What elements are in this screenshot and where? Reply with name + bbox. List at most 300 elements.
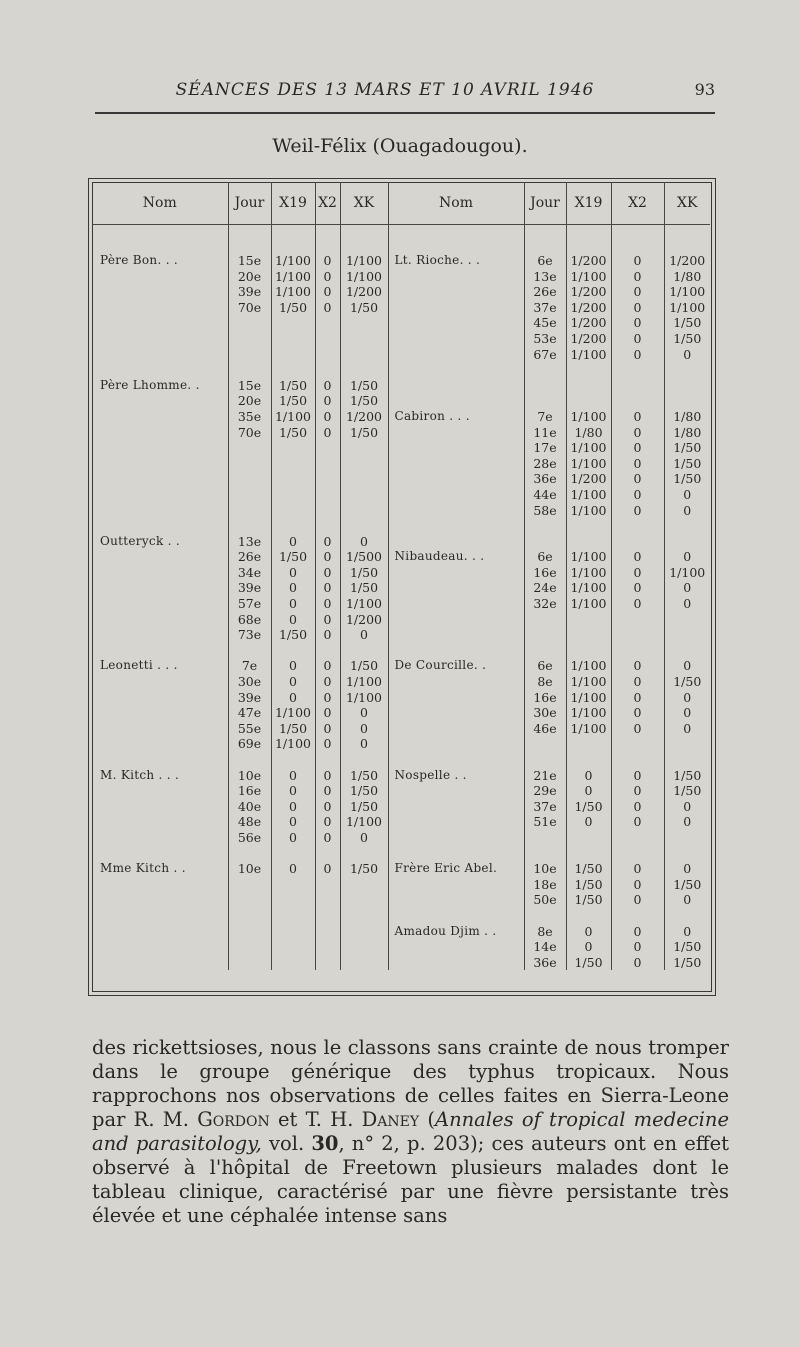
column-header: X2: [315, 182, 340, 225]
table-cell: 1/100: [566, 347, 611, 363]
table-cell: [315, 518, 340, 534]
table-cell: Nospelle . .: [388, 768, 524, 784]
table-cell: [388, 814, 524, 830]
table-cell: 36e: [524, 955, 566, 971]
table-cell: 0: [340, 721, 388, 737]
table-cell: 1/100: [340, 814, 388, 830]
table-cell: 1/50: [271, 549, 315, 565]
table-row: [92, 783, 710, 799]
column-header: X2: [611, 182, 664, 225]
table-row: [92, 736, 710, 752]
table-cell: 6e: [524, 658, 566, 674]
table-cell: [524, 518, 566, 534]
table-cell: 1/50: [664, 440, 710, 456]
table-cell: 57e: [228, 596, 271, 612]
table-cell: [92, 487, 228, 503]
table-cell: [388, 674, 524, 690]
body-paragraph: [92, 1036, 729, 1228]
table-cell: 35e: [228, 409, 271, 425]
table-cell: [388, 471, 524, 487]
table-row: [92, 908, 710, 924]
table-row: [92, 300, 710, 316]
table-cell: [340, 362, 388, 378]
table-cell: [566, 908, 611, 924]
table-cell: 8e: [524, 674, 566, 690]
table-cell: [524, 612, 566, 628]
table-cell: 0: [271, 674, 315, 690]
table-cell: 1/200: [566, 284, 611, 300]
table-cell: [315, 503, 340, 519]
table-cell: [92, 362, 228, 378]
table-cell: 0: [315, 565, 340, 581]
table-cell: 1/50: [340, 799, 388, 815]
table-cell: 0: [271, 658, 315, 674]
table-cell: [388, 503, 524, 519]
table-cell: [271, 518, 315, 534]
table-cell: [315, 362, 340, 378]
table-row: [92, 362, 710, 378]
table-cell: [664, 362, 710, 378]
table-cell: 47e: [228, 705, 271, 721]
table-cell: [388, 877, 524, 893]
table-cell: [315, 347, 340, 363]
table-cell: 0: [611, 705, 664, 721]
table-cell: 1/50: [664, 768, 710, 784]
table-cell: 70e: [228, 425, 271, 441]
table-cell: [228, 846, 271, 862]
table-cell: 1/100: [566, 596, 611, 612]
table-cell: 0: [611, 799, 664, 815]
table-cell: 0: [611, 955, 664, 971]
table-cell: 16e: [524, 565, 566, 581]
table-cell: [228, 362, 271, 378]
table-cell: 1/50: [340, 580, 388, 596]
table-row: [92, 799, 710, 815]
table-cell: [611, 534, 664, 550]
table-cell: [388, 690, 524, 706]
table-row: [92, 378, 710, 394]
table-row: [92, 939, 710, 955]
table-cell: [315, 331, 340, 347]
table-cell: 44e: [524, 487, 566, 503]
table-cell: 1/100: [566, 580, 611, 596]
table-cell: 1/100: [566, 487, 611, 503]
table-row: [92, 892, 710, 908]
table-cell: [92, 456, 228, 472]
table-cell: 24e: [524, 580, 566, 596]
table-cell: 1/50: [664, 471, 710, 487]
table-row: [92, 861, 710, 877]
table-cell: [664, 643, 710, 659]
table-cell: [92, 565, 228, 581]
table-cell: [388, 315, 524, 331]
table-cell: Outteryck . .: [100, 533, 180, 548]
table-cell: [92, 331, 228, 347]
table-cell: [315, 315, 340, 331]
table-row: [92, 690, 710, 706]
table-cell: [92, 877, 228, 893]
table-cell: [388, 456, 524, 472]
table-cell: 70e: [228, 300, 271, 316]
table-row: [92, 534, 710, 550]
table-cell: 0: [664, 580, 710, 596]
table-cell: 0: [340, 627, 388, 643]
table-cell: Père Bon. . .: [100, 253, 179, 267]
table-row: [92, 877, 710, 893]
table-cell: 1/100: [271, 705, 315, 721]
table-cell: 6e: [524, 225, 566, 269]
table-cell: [315, 924, 340, 940]
column-header: XK: [340, 182, 388, 225]
table-cell: 0: [611, 503, 664, 519]
table-cell: 0: [611, 315, 664, 331]
table-cell: 0: [271, 783, 315, 799]
table-cell: [271, 362, 315, 378]
table-cell: [388, 721, 524, 737]
table-cell: 17e: [524, 440, 566, 456]
table-cell: [228, 908, 271, 924]
table-cell: 48e: [228, 814, 271, 830]
table-cell: [388, 378, 524, 394]
table-cell: 1/100: [566, 721, 611, 737]
table-cell: [611, 393, 664, 409]
table-row: [92, 225, 710, 269]
journal-title: Annales of tropical medecine and parasitology,: [92, 1108, 729, 1155]
table-cell: [271, 347, 315, 363]
table-cell: [524, 627, 566, 643]
table-cell: 0: [611, 425, 664, 441]
table-cell: [388, 534, 524, 550]
table-cell: 1/50: [271, 378, 315, 394]
table-cell: [524, 846, 566, 862]
paragraph-text: des rickettsioses, nous le classons sans crainte de nous tromper dans le groupe générique des typhus tropicaux. Nous rapprochons nos observations de celles faites en Sierra-Leone par R. M.: [92, 1036, 729, 1131]
table-cell: [611, 830, 664, 846]
table-cell: [611, 627, 664, 643]
table-cell: [92, 440, 228, 456]
table-row: [92, 721, 710, 737]
table-row: [92, 596, 710, 612]
header-rule: [95, 112, 715, 114]
table-cell: 0: [315, 674, 340, 690]
table-cell: 58e: [524, 503, 566, 519]
table-cell: [228, 892, 271, 908]
table-cell: 1/100: [271, 409, 315, 425]
table-cell: 1/50: [271, 627, 315, 643]
table-cell: [92, 690, 228, 706]
paragraph-text: (: [419, 1108, 435, 1131]
table-cell: [664, 612, 710, 628]
serology-table: [92, 182, 710, 970]
table-cell: 0: [664, 799, 710, 815]
table-cell: 0: [611, 331, 664, 347]
table-cell: [92, 892, 228, 908]
table-cell: [92, 846, 228, 862]
table-cell: [524, 643, 566, 659]
table-cell: [92, 799, 228, 815]
table-cell: [388, 596, 524, 612]
table-cell: [611, 752, 664, 768]
table-cell: [315, 643, 340, 659]
table-cell: [271, 877, 315, 893]
table-cell: [664, 752, 710, 768]
column-header: Nom: [92, 182, 228, 225]
table-cell: 0: [315, 799, 340, 815]
table-cell: 0: [611, 225, 664, 269]
table-cell: [228, 471, 271, 487]
table-cell: 16e: [228, 783, 271, 799]
table-cell: 0: [664, 596, 710, 612]
table-row: [92, 487, 710, 503]
table-row: [92, 347, 710, 363]
table-cell: 6e: [524, 549, 566, 565]
column-header: X19: [566, 182, 611, 225]
table-cell: [388, 892, 524, 908]
table-cell: [566, 393, 611, 409]
table-cell: [611, 612, 664, 628]
table-cell: 0: [271, 861, 315, 877]
table-cell: 0: [340, 534, 388, 550]
table-cell: [271, 331, 315, 347]
table-cell: [664, 518, 710, 534]
table-cell: [92, 596, 228, 612]
table-cell: 0: [315, 830, 340, 846]
table-cell: 0: [315, 612, 340, 628]
table-cell: 1/100: [271, 284, 315, 300]
table-cell: [340, 347, 388, 363]
table-cell: [388, 300, 524, 316]
table-cell: 1/100: [340, 269, 388, 285]
table-cell: [271, 471, 315, 487]
table-cell: 56e: [228, 830, 271, 846]
table-cell: [315, 877, 340, 893]
table-cell: 11e: [524, 425, 566, 441]
table-row: [92, 580, 710, 596]
table-cell: [664, 378, 710, 394]
table-cell: 1/100: [340, 225, 388, 269]
table-cell: [340, 877, 388, 893]
table-cell: 1/200: [340, 409, 388, 425]
table-cell: [228, 503, 271, 519]
table-cell: 15e: [228, 378, 271, 394]
table-cell: [388, 955, 524, 971]
table-cell: [611, 736, 664, 752]
table-cell: 20e: [228, 269, 271, 285]
table-cell: [92, 503, 228, 519]
table-cell: 1/100: [340, 690, 388, 706]
table-cell: 0: [340, 705, 388, 721]
table-cell: [271, 643, 315, 659]
table-cell: [92, 627, 228, 643]
table-cell: [92, 814, 228, 830]
table-cell: 32e: [524, 596, 566, 612]
table-cell: 0: [611, 861, 664, 877]
table-cell: [92, 580, 228, 596]
table-cell: [566, 830, 611, 846]
table-cell: 1/200: [566, 300, 611, 316]
paragraph-text: , n° 2, p. 203); ces auteurs ont en effet observé à l'hôpital de Freetown plusieurs malades dont le tableau clinique, caractérisé par une fièvre persistante très élevée et une céphalée intense sans: [92, 1132, 729, 1227]
table-cell: 26e: [228, 549, 271, 565]
table-cell: [228, 924, 271, 940]
table-cell: 0: [611, 565, 664, 581]
table-cell: 0: [271, 534, 315, 550]
table-cell: 0: [340, 830, 388, 846]
table-cell: [388, 440, 524, 456]
table-cell: [92, 783, 228, 799]
table-cell: 10e: [228, 861, 271, 877]
table-cell: Père Lhomme. .: [100, 377, 200, 392]
table-cell: [388, 846, 524, 862]
table-cell: 1/80: [664, 269, 710, 285]
table-cell: Amadou Djim . .: [388, 924, 524, 940]
table-cell: [228, 487, 271, 503]
table-cell: [340, 471, 388, 487]
table-cell: 0: [611, 487, 664, 503]
table-cell: 0: [315, 284, 340, 300]
table-cell: [92, 518, 228, 534]
table-cell: 0: [664, 705, 710, 721]
table-row: [92, 269, 710, 285]
table-cell: [92, 721, 228, 737]
table-row: [92, 643, 710, 659]
table-cell: 0: [611, 768, 664, 784]
table-cell: 1/50: [340, 300, 388, 316]
table-cell: [271, 315, 315, 331]
table-cell: 1/200: [566, 225, 611, 269]
table-row: [92, 674, 710, 690]
table-cell: 1/50: [271, 425, 315, 441]
table-cell: 1/100: [566, 565, 611, 581]
table-cell: 0: [315, 225, 340, 269]
table-row: [92, 768, 710, 784]
table-cell: 0: [315, 690, 340, 706]
table-cell: [566, 752, 611, 768]
table-cell: 0: [611, 580, 664, 596]
table-cell: 1/100: [271, 269, 315, 285]
table-cell: 0: [315, 300, 340, 316]
table-cell: [388, 736, 524, 752]
table-cell: 18e: [524, 877, 566, 893]
table-cell: M. Kitch . . .: [100, 767, 180, 782]
table-cell: 45e: [524, 315, 566, 331]
table-cell: 0: [611, 814, 664, 830]
table-cell: 0: [315, 783, 340, 799]
table-cell: [340, 643, 388, 659]
table-cell: 1/100: [271, 736, 315, 752]
table-cell: [566, 534, 611, 550]
table-cell: [664, 908, 710, 924]
table-cell: [388, 752, 524, 768]
table-cell: 1/50: [340, 768, 388, 784]
table-cell: 1/100: [664, 284, 710, 300]
table-cell: 0: [611, 409, 664, 425]
table-cell: [340, 487, 388, 503]
table-cell: [611, 378, 664, 394]
table-cell: 0: [315, 534, 340, 550]
table-cell: [524, 534, 566, 550]
table-cell: 1/100: [566, 674, 611, 690]
table-cell: 1/50: [664, 955, 710, 971]
table-cell: [92, 752, 228, 768]
table-row: [92, 393, 710, 409]
table-cell: 0: [315, 549, 340, 565]
table-cell: 0: [611, 456, 664, 472]
table-cell: [271, 456, 315, 472]
table-cell: [340, 440, 388, 456]
table-cell: [340, 955, 388, 971]
volume-number: 30: [311, 1132, 339, 1155]
table-cell: [566, 378, 611, 394]
table-cell: [92, 955, 228, 971]
table-cell: [315, 456, 340, 472]
table-row: [92, 549, 710, 565]
table-cell: 16e: [524, 690, 566, 706]
table-cell: 40e: [228, 799, 271, 815]
table-cell: 1/50: [340, 393, 388, 409]
column-header: Jour: [524, 182, 566, 225]
table-cell: [228, 752, 271, 768]
table-cell: 0: [315, 814, 340, 830]
table-cell: 1/50: [664, 877, 710, 893]
table-cell: 0: [664, 892, 710, 908]
table-cell: 39e: [228, 690, 271, 706]
table-row: [92, 409, 710, 425]
table-cell: [566, 627, 611, 643]
table-cell: [228, 315, 271, 331]
paragraph-text: vol.: [261, 1132, 312, 1155]
table-cell: 1/100: [566, 269, 611, 285]
author-name: Daney: [361, 1108, 420, 1131]
table-cell: 7e: [524, 409, 566, 425]
table-cell: 1/100: [566, 690, 611, 706]
table-cell: [611, 518, 664, 534]
table-row: [92, 503, 710, 519]
table-cell: 0: [611, 440, 664, 456]
table-cell: [524, 378, 566, 394]
table-cell: 0: [611, 924, 664, 940]
table-cell: 1/100: [664, 565, 710, 581]
table-cell: [340, 331, 388, 347]
table-cell: [611, 362, 664, 378]
table-cell: [388, 627, 524, 643]
table-cell: [388, 284, 524, 300]
table-cell: [340, 846, 388, 862]
table-cell: [340, 315, 388, 331]
table-cell: [566, 643, 611, 659]
table-cell: 1/100: [340, 674, 388, 690]
table-cell: [388, 269, 524, 285]
table-cell: 1/100: [566, 456, 611, 472]
table-cell: 1/50: [664, 331, 710, 347]
table-cell: 1/50: [566, 799, 611, 815]
table-cell: 1/50: [664, 315, 710, 331]
table-cell: [228, 347, 271, 363]
table-cell: [228, 643, 271, 659]
table-cell: [388, 347, 524, 363]
table-cell: 0: [315, 393, 340, 409]
table-cell: 10e: [524, 861, 566, 877]
table-row: [92, 425, 710, 441]
table-cell: 0: [611, 690, 664, 706]
table-cell: 0: [611, 347, 664, 363]
table-cell: 0: [315, 861, 340, 877]
table-cell: 1/50: [271, 393, 315, 409]
table-cell: 1/50: [664, 456, 710, 472]
table-row: [92, 456, 710, 472]
table-cell: [566, 362, 611, 378]
table-cell: 15e: [228, 225, 271, 269]
table-cell: 0: [664, 347, 710, 363]
table-cell: [271, 752, 315, 768]
